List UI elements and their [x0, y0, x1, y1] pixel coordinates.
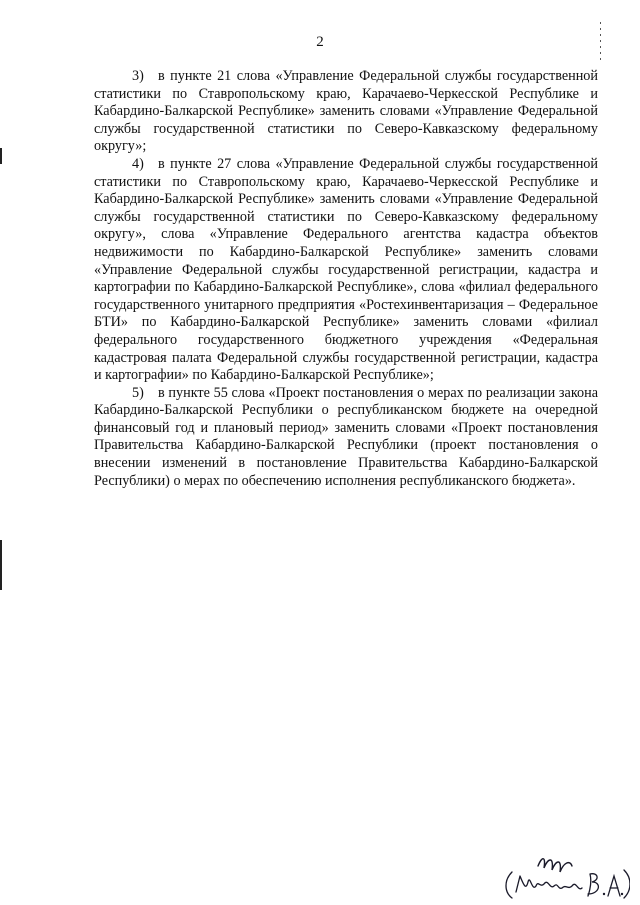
page-number: 2 — [316, 34, 324, 50]
paragraph-item-5: 5) в пункте 55 слова «Проект постановления о мерах по реализации закона Кабардино-Балкарской Республики о республиканском бюджете на очередной финансовый год и плановый период» заменить словами «Проект постановления Правительства Кабардино-Балкарской Республики (проект постановления о внесении изменений в постановление Правительства Кабардино-Балкарской Республики) о мерах по обеспечению исполнения республиканского бюджета». — [94, 384, 598, 489]
scan-edge-dots — [600, 22, 601, 62]
scan-margin-mark-top — [0, 148, 2, 164]
document-body — [94, 68, 598, 490]
paragraph-item-4: 4) в пункте 27 слова «Управление Федеральной службы государственной статистики по Ставропольскому краю, Карачаево-Черкесской Республике и Кабардино-Балкарской Республике» заменить словами «Управление Федеральной службы государственной статистики по Северо-Кавказскому федеральному округу», слова «Управление Федерального агентства кадастра объектов недвижимости по Кабардино-Балкарской Республике» заменить словами «Управление Федеральной службы государственной регистрации, кадастра и картографии по Кабардино-Балкарской Республике», слова «филиал федерального государственного унитарного предприятия «Ростехинвентаризация – Федеральное БТИ» по Кабардино-Балкарской Республике» заменить словами «филиал федерального государственного бюджетного учреждения «Федеральная кадастровая палата Федеральной службы государственной регистрации, кадастра и картографии» по Кабардино-Балкарской Республике»; — [94, 155, 598, 384]
scan-margin-mark-bottom — [0, 540, 2, 590]
signature-handwritten — [500, 852, 630, 900]
paragraph-item-3: 3) в пункте 21 слова «Управление Федеральной службы государственной статистики по Ставропольскому краю, Карачаево-Черкесской Республике и Кабардино-Балкарской Республике» заменить словами «Управление Федеральной службы государственной статистики по Северо-Кавказскому федеральному округу»; — [94, 68, 598, 155]
